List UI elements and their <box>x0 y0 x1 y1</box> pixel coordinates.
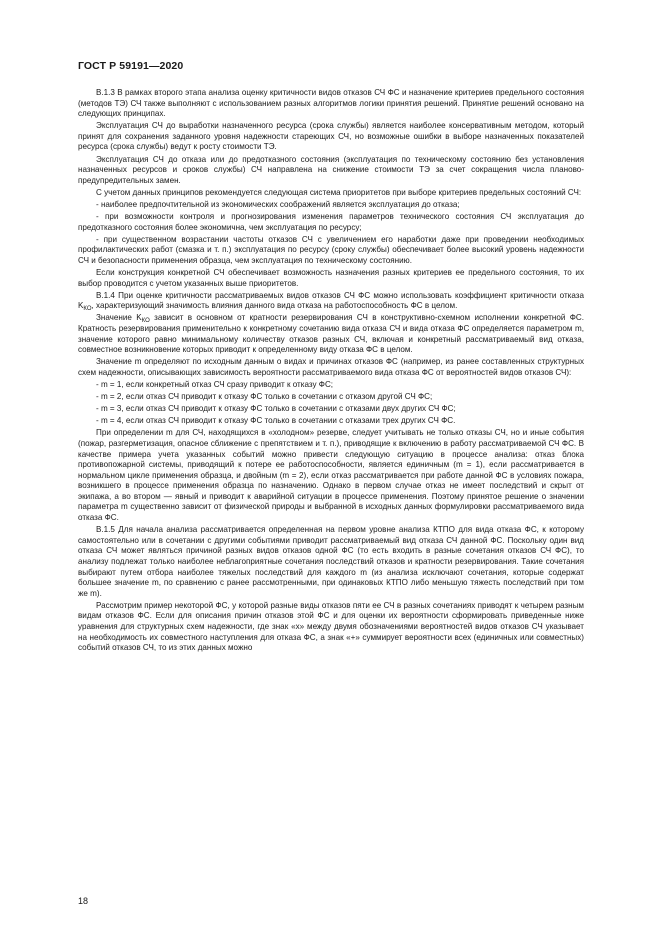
paragraph: Рассмотрим пример некоторой ФС, у которой разные виды отказов пяти ее СЧ в разных сочетаниях приводят к четырем разным видам отказов ФС. Если для описания причин отказов этой ФС и для оценки их вероятности сформировать приведенные ниже уравнения для структурных схем надежности, где знак «х» между двумя обозначениями вероятностей видов отказов СЧ указывает на необходимость их совместного наступления для отказа ФС, а знак «+» суммирует вероятности всех (единичных или совместных) событий отказов СЧ, то из этих данных можно <box>78 600 584 653</box>
paragraph: В.1.3 В рамках второго этапа анализа оценку критичности видов отказов СЧ ФС и назначение критериев предельного состояния (методов ТЭ) СЧ также выполняют с использованием разных алгоритмов логики принятия решений. Принятие решений основано на следующих принципах. <box>78 88 584 119</box>
document-header: ГОСТ Р 59191—2020 <box>78 60 184 72</box>
text-span: Значение K <box>96 313 142 323</box>
paragraph-kko-value <box>78 313 584 355</box>
text-span: , характеризующий значимость влияния данного вида отказа на работоспособность ФС в целом. <box>91 301 458 311</box>
paragraph: Значение m определяют по исходным данным о видах и причинах отказов ФС (например, из ранее составленных структурных схем надежности, описывающих зависимость вероятности рассматриваемого вида отказа ФС от вероятностей видов отказов СЧ): <box>78 357 584 377</box>
paragraph-kko <box>78 291 584 312</box>
document-body <box>78 88 584 655</box>
paragraph: Эксплуатация СЧ до выработки назначенного ресурса (срока службы) является наиболее консервативным методом, который принят для сохранения заданного уровня надежности стареющих СЧ, но возможные ошибки в выборе назначенных показателей ресурса (срока службы) ведут к росту стоимости ТЭ. <box>78 121 584 152</box>
subscript: КО <box>141 318 150 325</box>
paragraph: При определении m для СЧ, находящихся в «холодном» резерве, следует учитывать не только отказы СЧ, но и иные события (пожар, разгерметизация, опасное сближение с препятствием и т. п.), приводящие к включению в работу рассматриваемой СЧ ФС. В качестве примера учета указанных событий можно привести следующую ситуацию в процессе анализа: отказ блока противопожарной системы, приводящий к потере ее работоспособности, является единичным (m = 1), если рассматривается в нормальном цикле применения образца, и двойным (m = 2), если отказ рассматривается при работе данной ФС в условиях пожара, возникшего в процессе применения образца по назначению. Однако в первом случае отказ не имеет последствий и скрыт от экипажа, а во втором — явный и приводит к аварийной ситуации в процессе применения. Поэтому принятое решение о значении параметра m существенно зависит от физической природы и выбранной в исходных данных формулировки рассматриваемого вида отказа ФС. <box>78 428 584 523</box>
text-span: В.1.4 При оценке критичности рассматриваемых видов отказов СЧ ФС можно использовать коэффициент критичности отказа K <box>78 290 584 311</box>
text-span: зависит в основном от кратности резервирования СЧ в конструктивно-схемном исполнении конкретной ФС. Кратность резервирования применительно к конкретному сочетанию вида отказа СЧ и вида отказа ФС определяется параметром m, значение которого равно минимальному количеству отказов разных СЧ, включая и конкретный рассматриваемый вид отказа, совместное возникновение которых приводит к определенному виду отказа ФС в целом. <box>78 313 584 355</box>
list-item: - m = 2, если отказ СЧ приводит к отказу ФС только в сочетании с отказом другой СЧ ФС; <box>96 392 433 402</box>
paragraph: Если конструкция конкретной СЧ обеспечивает возможность назначения разных критериев ее предельного состояния, то их выбор проводится с учетом указанных выше приоритетов. <box>78 268 584 288</box>
paragraph: В.1.5 Для начала анализа рассматривается определенная на первом уровне анализа КТПО для вида отказа ФС, к которому самостоятельно или в сочетании с другими событиями приводит рассматриваемый вид отказа СЧ данной ФС. Поскольку один вид отказа СЧ может являться причиной разных видов отказов одной ФС (то есть входить в разные сочетания отказов СЧ ФС), то анализу подлежат только наиболее неблагоприятные сочетания последствий отказов и кратности резервирования. Такие сочетания выбирают путем отбора наиболее тяжелых последствий для каждого m (из анализа исключают сочетания, которые содержат большее значение m, по сравнению с ранее рассмотренными, при одинаковых КТПО либо меньшую тяжесть последствий при том же m). <box>78 525 584 598</box>
page-number: 18 <box>78 896 89 906</box>
list-item: - m = 1, если конкретный отказ СЧ сразу приводит к отказу ФС; <box>96 379 334 389</box>
list-item: - m = 3, если отказ СЧ приводит к отказу ФС только в сочетании с отказами двух других СЧ ФС; <box>96 404 456 414</box>
paragraph: Эксплуатация СЧ до отказа или до предотказного состояния (эксплуатация по техническому состоянию без установления назначенных ресурсов и сроков службы) СЧ направлена на снижение стоимости ТЭ за счет сокращения числа планово-предупредительных замен. <box>78 154 584 185</box>
list-item: - наиболее предпочтительной из экономических соображений является эксплуатация до отказа; <box>96 199 460 209</box>
list-item: - m = 4, если отказ СЧ приводит к отказу ФС только в сочетании с отказами трех других СЧ ФС. <box>96 416 456 426</box>
subscript: КО <box>83 306 92 313</box>
list-item: - при возможности контроля и прогнозирования изменения параметров технического состояния СЧ эксплуатация до предотказного состояния более экономична, чем эксплуатация по ресурсу; <box>78 212 584 232</box>
list-item: - при существенном возрастании частоты отказов СЧ с увеличением его наработки даже при проведении необходимых профилактических работ (смазка и т. п.) эксплуатация по ресурсу (сроку службы) обеспечивает более высокий уровень надежности СЧ и безопасности применения образца, чем эксплуатация по техническому состоянию. <box>78 234 584 265</box>
paragraph: С учетом данных принципов рекомендуется следующая система приоритетов при выборе критериев предельных состояний СЧ: <box>96 187 582 197</box>
